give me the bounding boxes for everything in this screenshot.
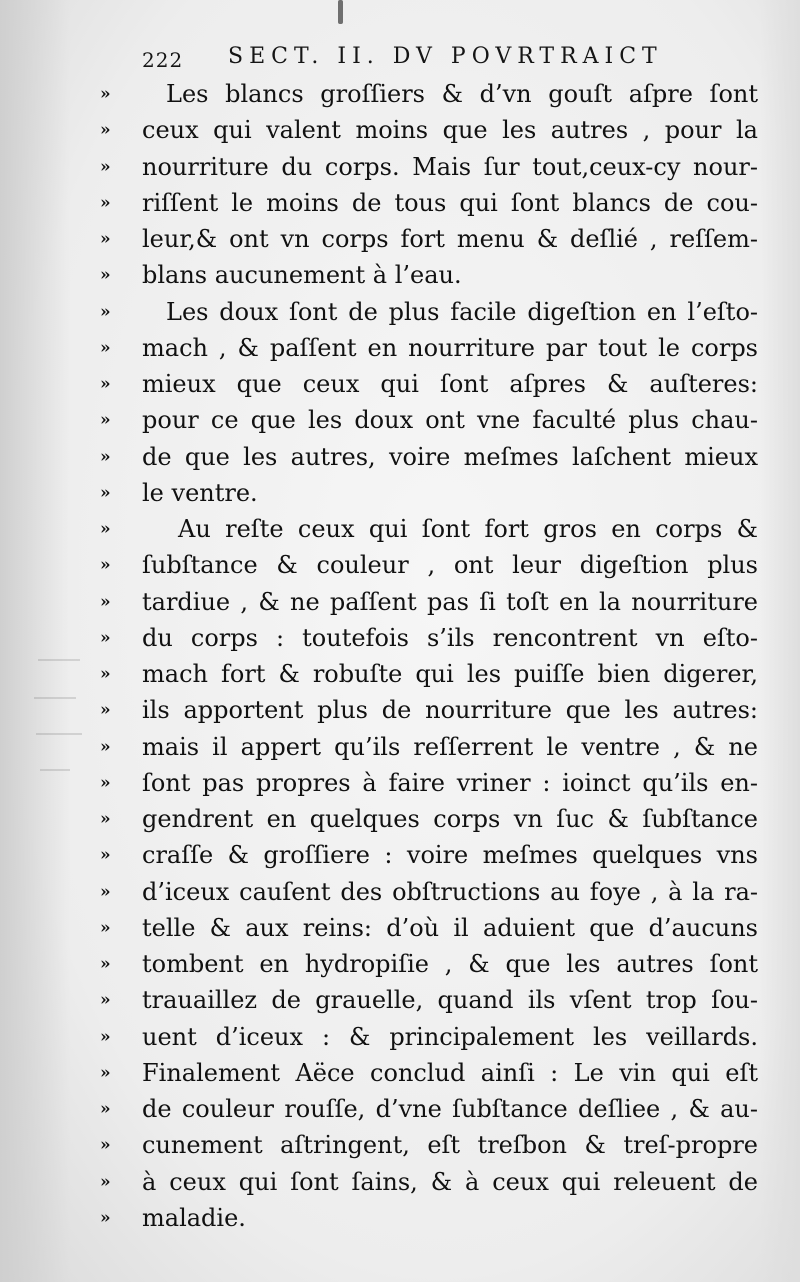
text-line [100,837,760,873]
text-line [100,1200,760,1236]
text-line [100,257,760,293]
line-text: ils apportent plus de nourriture que les autres: [142,696,758,725]
line-text: mach fort & robuſte qui les puiſſe bien digerer, [142,660,758,688]
text-line [100,402,760,438]
quotation-marker: » [100,1099,110,1119]
quotation-marker: » [100,1171,110,1192]
line-text: mais il appert qu’ils reſſerrent le ventre , & ne [142,732,758,761]
quotation-marker: » [100,410,110,431]
line-text: nourriture du corps. Mais ſur tout,ceux-cy nour- [142,152,758,181]
line-text: ſont pas propres à faire vriner : ioinct qu’ils en- [142,768,758,797]
line-text: maladie. [142,1203,246,1232]
quotation-marker: » [100,1062,110,1083]
body-text [100,76,760,1236]
text-line [100,439,760,475]
quotation-marker: » [100,120,110,141]
quotation-marker: » [100,84,110,104]
text-line [100,729,760,765]
quotation-marker: » [100,917,110,938]
line-text: ſubſtance & couleur , ont leur digeſtion plus [142,551,758,580]
quotation-marker: » [100,1135,110,1156]
quotation-marker: » [100,229,110,249]
quotation-marker: » [100,772,110,793]
quotation-marker: » [100,591,110,612]
line-text: tardiue , & ne paſſent pas ſi toſt en la nourriture [142,587,758,616]
gutter-shadow [0,0,70,1282]
text-line [100,1164,760,1200]
text-line [100,874,760,910]
line-text: blans aucunement à l’eau. [142,261,462,290]
quotation-marker: » [100,482,110,503]
page-edge-shadow [760,0,800,1282]
line-text: telle & aux reins: d’où il aduient que d’aucuns [142,913,758,942]
quotation-marker: » [100,265,110,286]
text-line [100,475,760,511]
quotation-marker: » [100,954,110,974]
line-text: Les blancs groſſiers & d’vn gouſt aſpre ſont [166,80,758,108]
text-line [100,149,760,185]
text-line [100,620,760,656]
text-line [100,1055,760,1091]
quotation-marker: » [100,337,110,358]
line-text: pour ce que les doux ont vne faculté plus chau- [142,406,758,435]
page-number: 222 [142,48,184,72]
quotation-marker: » [100,627,110,648]
quotation-marker: » [100,156,110,177]
text-line [100,112,760,148]
quotation-marker: » [100,881,110,902]
quotation-marker: » [100,1207,110,1228]
binding-thread-mark [338,0,343,24]
line-text: leur,& ont vn corps fort menu & deſlié , reſſem- [142,225,758,253]
text-line [100,910,760,946]
text-line [100,511,760,547]
line-text: Au reſte ceux qui ſont fort gros en corps & [178,515,758,543]
text-line [100,946,760,982]
text-line [100,1019,760,1055]
text-line [100,801,760,837]
text-line [100,547,760,583]
line-text: le ventre. [142,478,258,507]
text-line [100,185,760,221]
text-line [100,1127,760,1163]
quotation-marker: » [100,1026,110,1047]
line-text: d’iceux cauſent des obſtructions au foye , à la ra- [142,877,758,906]
line-text: craſſe & groſſiere : voire meſmes quelques vns [142,841,758,870]
text-line [100,221,760,257]
text-line [100,366,760,402]
text-line [100,294,760,330]
line-text: à ceux qui ſont ſains, & à ceux qui releuent de [142,1167,758,1196]
line-text: de couleur rouſſe, d’vne ſubſtance deſliee , & au- [142,1095,758,1123]
text-line [100,765,760,801]
line-text: tombent en hydropiſie , & que les autres ſont [142,950,758,978]
quotation-marker: » [100,809,110,829]
line-text: Finalement Aëce conclud ainſi : Le vin qui eſt [142,1058,758,1087]
quotation-marker: » [100,845,110,866]
quotation-marker: » [100,664,110,684]
line-text: cunement aſtringent, eſt treſbon & treſ-propre [142,1131,758,1160]
line-text: Les doux ſont de plus facile digeſtion en l’eſto- [166,297,758,326]
line-text: mieux que ceux qui ſont aſpres & auſteres: [142,370,758,398]
quotation-marker: » [100,700,110,721]
quotation-marker: » [100,446,110,467]
quotation-marker: » [100,374,110,394]
line-text: mach , & paſſent en nourriture par tout le corps [142,333,758,362]
line-text: gendrent en quelques corps vn ſuc & ſubſtance [142,805,758,833]
quotation-marker: » [100,301,110,322]
page-header [142,40,702,76]
running-head: SECT. II. DV POVRTRAICT [228,44,663,69]
quotation-marker: » [100,555,110,576]
text-line [100,76,760,112]
line-text: ceux qui valent moins que les autres , pour la [142,116,758,145]
text-line [100,692,760,728]
text-line [100,330,760,366]
text-line [100,1091,760,1127]
text-line [100,656,760,692]
line-text: du corps : toutefois s’ils rencontrent vn eſto- [142,623,758,652]
line-text: uent d’iceux : & principalement les veillards. [142,1022,758,1051]
line-text: de que les autres, voire meſmes laſchent mieux [142,442,758,471]
bleed-through-marks [30,650,90,790]
quotation-marker: » [100,192,110,213]
quotation-marker: » [100,736,110,757]
text-line [100,584,760,620]
text-line [100,982,760,1018]
line-text: riſſent le moins de tous qui ſont blancs de cou- [142,188,758,217]
quotation-marker: » [100,519,110,539]
line-text: trauaillez de grauelle, quand ils vſent trop ſou- [142,986,758,1015]
quotation-marker: » [100,990,110,1011]
